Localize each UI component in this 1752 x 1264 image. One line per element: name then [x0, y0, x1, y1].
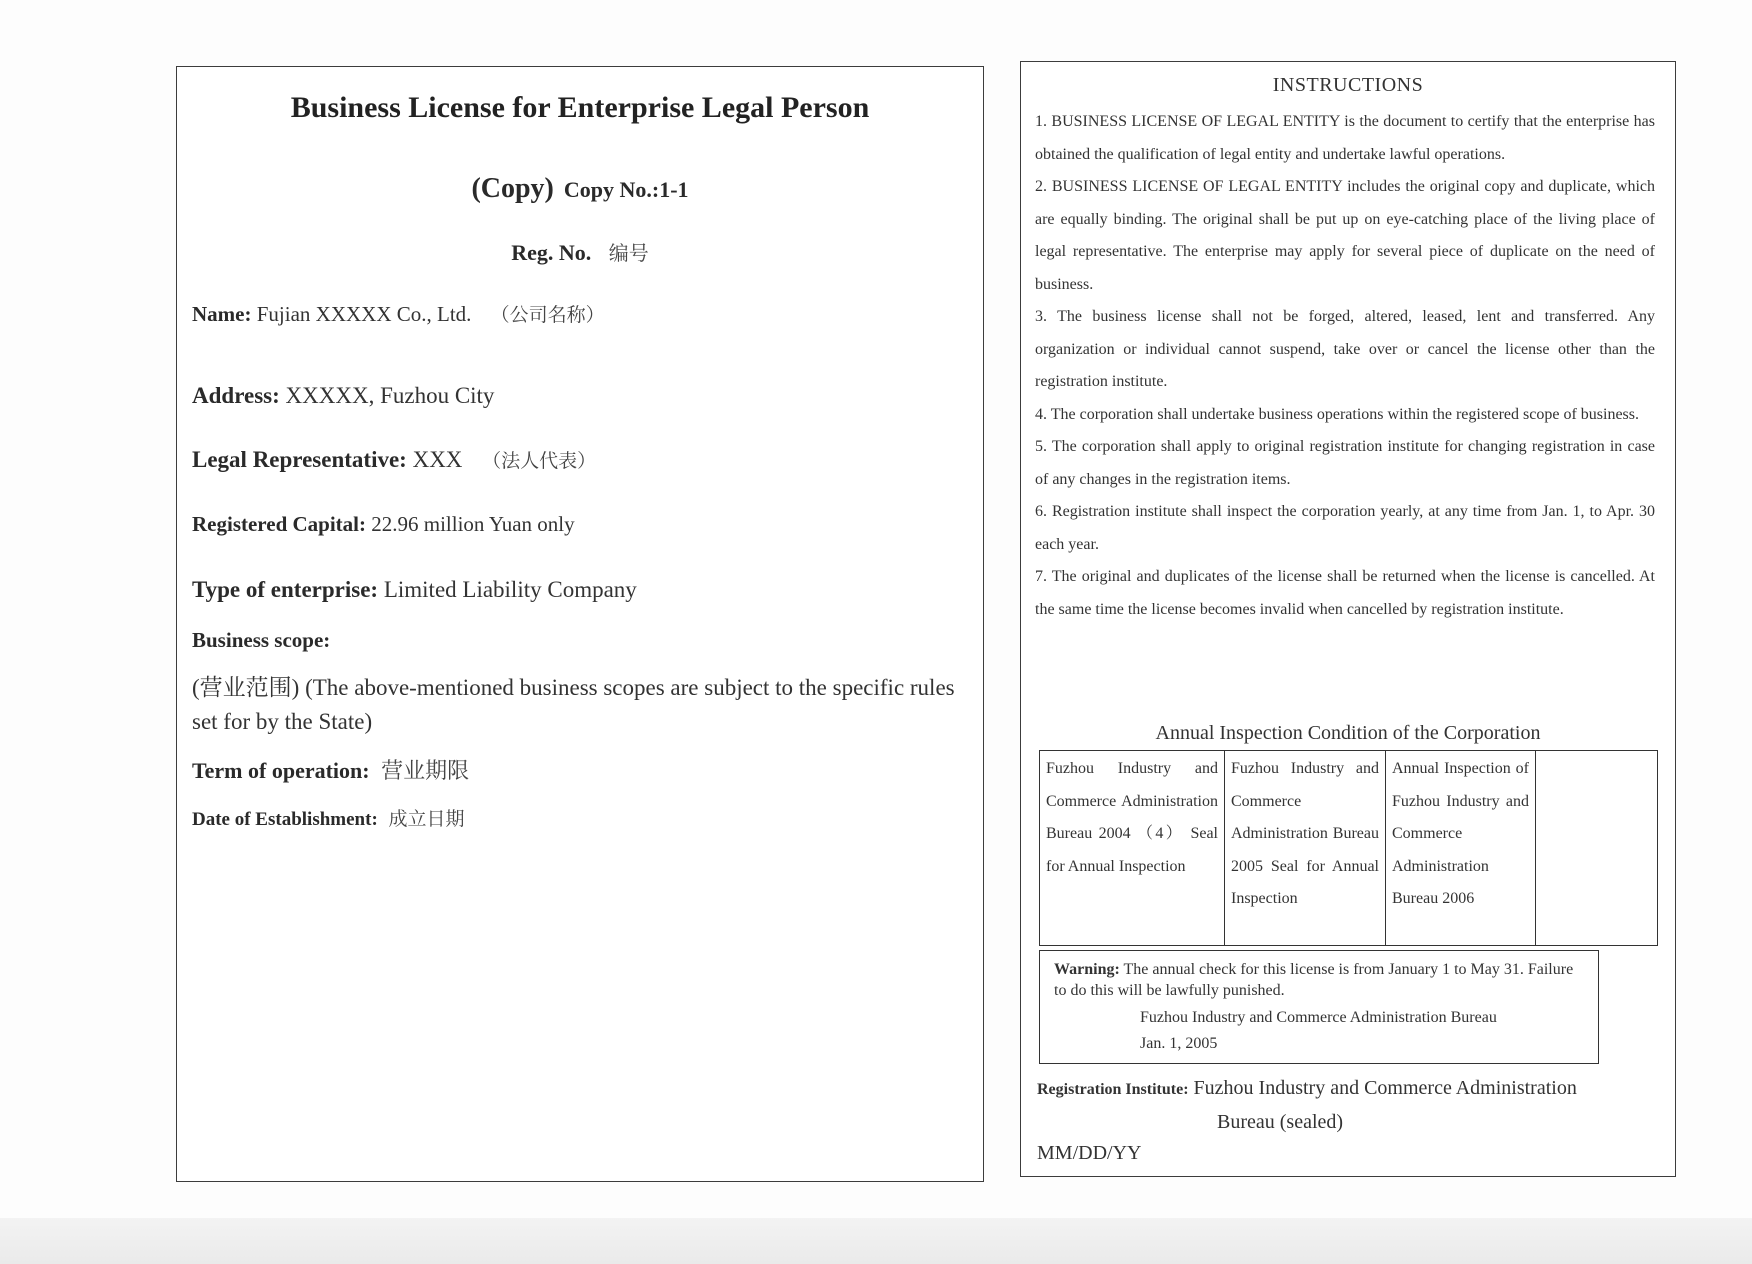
inspection-cell-2005: Fuzhou Industry and Commerce Administration Bureau 2005 Seal for Annual Inspection — [1225, 751, 1386, 946]
name-value: Fujian XXXXX Co., Ltd. — [256, 302, 472, 326]
instruction-item: 6. Registration institute shall inspect the corporation yearly, at any time from Jan. 1, to Apr. 30 each year. — [1035, 503, 1655, 553]
instruction-item: 4. The corporation shall undertake business operations within the registered scope of business. — [1035, 405, 1640, 423]
name-field — [192, 301, 605, 328]
type-value: Limited Liability Company — [383, 577, 637, 602]
term-of-operation-field — [192, 757, 469, 787]
date-format: MM/DD/YY — [1037, 1142, 1142, 1164]
inspection-cell-2004: Fuzhou Industry and Commerce Administration Bureau 2004 （4） Seal for Annual Inspection — [1040, 751, 1225, 946]
license-back-panel — [1020, 61, 1676, 1177]
legal-representative-field — [192, 445, 596, 475]
instructions-heading: INSTRUCTIONS — [1272, 74, 1424, 96]
copy-line — [177, 173, 983, 205]
registration-number-line — [177, 237, 983, 266]
reg-inst-label: Registration Institute: — [1037, 1081, 1189, 1098]
scan-bottom-shadow — [0, 1218, 1752, 1264]
instruction-item: 2. BUSINESS LICENSE OF LEGAL ENTITY includes the original copy and duplicate, which are equally binding. The original shall be put up on eye-catching place of the living place of legal representative. The enterprise may apply for several piece of duplicate on the need of business. — [1035, 178, 1655, 293]
term-value: 营业期限 — [381, 759, 470, 784]
instruction-item: 1. BUSINESS LICENSE OF LEGAL ENTITY is the document to certify that the enterprise has obtained the qualification of legal entity and undertake lawful operations. — [1035, 113, 1655, 163]
annual-inspection-table — [1039, 750, 1658, 946]
warning-signature-date: Jan. 1, 2005 — [1140, 1035, 1218, 1052]
copy-label: (Copy) — [471, 173, 554, 204]
address-field — [192, 381, 494, 411]
business-scope-text: (营业范围) (The above-mentioned business scopes are subject to the specific rules set for by the State) — [192, 675, 955, 734]
scope-label: Business scope: — [192, 628, 331, 652]
legal-rep-label: Legal Representative: — [192, 447, 407, 472]
reg-inst-value: Fuzhou Industry and Commerce Administration — [1193, 1077, 1577, 1099]
warning-label: Warning: — [1054, 961, 1120, 978]
legal-rep-value: XXX — [412, 447, 463, 472]
reg-no-value: 编号 — [608, 241, 649, 265]
instructions-list — [1035, 106, 1655, 626]
warning-box — [1039, 950, 1599, 1064]
date-label: Date of Establishment: — [192, 809, 378, 830]
name-cn: （公司名称） — [490, 304, 605, 326]
license-title: Business License for Enterprise Legal Person — [290, 91, 870, 124]
name-label: Name: — [192, 302, 252, 326]
business-scope-field — [192, 627, 330, 654]
annual-inspection-title: Annual Inspection Condition of the Corporation — [1155, 722, 1541, 744]
table-row — [1040, 751, 1658, 946]
inspection-cell-2006: Annual Inspection of Fuzhou Industry and Commerce Administration Bureau 2006 — [1386, 751, 1536, 946]
address-value: XXXXX, Fuzhou City — [285, 383, 495, 408]
registration-institute — [1037, 1072, 1657, 1139]
type-label: Type of enterprise: — [192, 577, 379, 602]
term-label: Term of operation: — [192, 758, 370, 783]
license-front-panel — [176, 66, 984, 1182]
instruction-item: 7. The original and duplicates of the license shall be returned when the license is cancelled. At the same time the license becomes invalid when cancelled by registration institute. — [1035, 568, 1655, 618]
capital-label: Registered Capital: — [192, 512, 366, 536]
enterprise-type-field — [192, 575, 637, 605]
reg-no-label: Reg. No. — [511, 240, 592, 265]
reg-inst-value-cont: Bureau (sealed) — [1217, 1111, 1344, 1133]
warning-signature-bureau: Fuzhou Industry and Commerce Administration Bureau — [1140, 1009, 1497, 1026]
address-label: Address: — [192, 383, 280, 408]
warning-text: The annual check for this license is from January 1 to May 31. Failure to do this will be lawfully punished. — [1054, 961, 1574, 999]
capital-value: 22.96 million Yuan only — [371, 512, 575, 536]
date-value: 成立日期 — [388, 808, 465, 830]
registered-capital-field — [192, 511, 575, 538]
inspection-cell-empty — [1536, 751, 1658, 946]
legal-rep-cn: （法人代表） — [482, 450, 597, 472]
copy-number: Copy No.:1-1 — [563, 177, 689, 202]
instruction-item: 3. The business license shall not be forged, altered, leased, lent and transferred. Any organization or individual cannot suspend, take over or cancel the license other than the registration institute. — [1035, 308, 1655, 390]
warning-signature — [1054, 1005, 1584, 1057]
date-of-establishment-field — [192, 807, 465, 833]
instruction-item: 5. The corporation shall apply to original registration institute for changing registration in case of any changes in the registration items. — [1035, 438, 1655, 488]
